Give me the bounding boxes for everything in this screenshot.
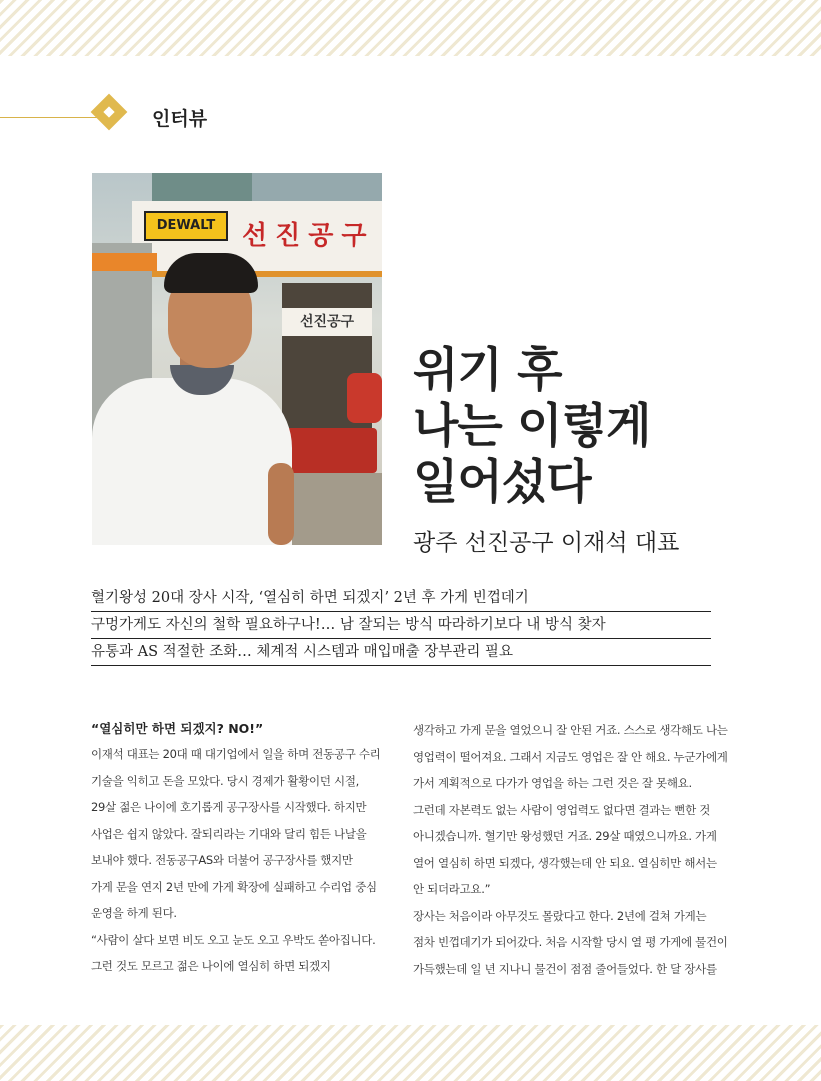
body-text-line: 점차 빈껍데기가 되어갔다. 처음 시작할 당시 열 평 가게에 물건이 (413, 935, 728, 949)
body-text-line: 가득했는데 일 년 지나니 물건이 점점 줄어들었다. 한 달 장사를 (413, 961, 717, 976)
subheadline: 구멍가게도 자신의 철학 필요하구나!… 남 잘되는 방식 따라하기보다 내 방식 찾자 (91, 612, 606, 639)
body-text-line: 기술을 익히고 돈을 모았다. 당시 경제가 활황이던 시절, (91, 773, 359, 788)
photo-store-sign-2: 선진공구 (282, 308, 372, 336)
photo-neighbor-awning (92, 253, 157, 271)
section-rule (0, 117, 100, 118)
headline-line: 나는 이렇게 (413, 399, 651, 454)
byline: 광주 선진공구 이재석 대표 (413, 530, 680, 556)
photo-person-arm (268, 463, 294, 545)
photo-flowers (347, 373, 382, 423)
body-text-line: 장사는 처음이라 아무것도 몰랐다고 한다. 2년에 걸쳐 가게는 (413, 908, 707, 923)
article-left-column (91, 717, 391, 980)
body-text-line: 가서 계획적으로 다가가 영업을 하는 그런 것은 잘 못해요. (413, 776, 692, 790)
body-text-line: 열어 열심히 하면 되겠다, 생각했는데 안 되요. 열심히만 해서는 (413, 855, 717, 870)
bottom-stripe-decoration (0, 1025, 821, 1081)
photo-person-hair (164, 253, 258, 293)
body-text-line: “사람이 살다 보면 비도 오고 눈도 오고 우박도 쏟아집니다. (91, 932, 376, 947)
section-heading: “열심히만 하면 되겠지? NO!” (91, 721, 264, 736)
photo-brand-sign: DEWALT (144, 211, 228, 241)
top-stripe-decoration (0, 0, 821, 56)
body-text-line: 영업력이 떨어져요. 그래서 지금도 영업은 잘 안 해요. 누군가에게 (413, 749, 728, 764)
body-text-line: 29살 젊은 나이에 호기롭게 공구장사를 시작했다. 하지만 (91, 800, 367, 814)
body-text-line: 그런데 자본력도 없는 사람이 영업력도 없다면 결과는 뻔한 것 (413, 802, 711, 817)
body-text-line: 가게 문을 연지 2년 만에 가게 확장에 실패하고 수리업 중심 (91, 879, 377, 894)
body-text-line: 그런 것도 모르고 젊은 나이에 열심히 하면 되겠지 (91, 959, 331, 973)
article-right-column (413, 717, 733, 982)
body-text-line: 안 되더라고요.” (413, 882, 491, 896)
body-text-line: 이재석 대표는 20대 때 대기업에서 일을 하며 전동공구 수리 (91, 747, 381, 761)
diamond-icon (91, 94, 128, 131)
body-text-line: 운영을 하게 된다. (91, 906, 177, 920)
headline (413, 343, 650, 511)
body-text-line: 보내야 했다. 전동공구AS와 더불어 공구장사를 했지만 (91, 853, 353, 867)
section-label: 인터뷰 (152, 108, 208, 130)
interview-photo (92, 173, 382, 545)
photo-store-sign: 선진공구 (242, 221, 375, 251)
subheadline: 혈기왕성 20대 장사 시작, ‘열심히 하면 되겠지’ 2년 후 가게 빈껍데기 (91, 585, 529, 612)
photo-machine (282, 428, 377, 473)
subheadlines (91, 585, 711, 666)
body-text-line: 아니겠습니까. 혈기만 왕성했던 거죠. 29살 때였으니까요. 가게 (413, 829, 717, 843)
photo-window (152, 173, 252, 203)
body-text-line: 생각하고 가게 문을 열었으니 잘 안된 거죠. 스스로 생각해도 나는 (413, 723, 728, 737)
body-text-line: 사업은 쉽지 않았다. 잘되리라는 기대와 달리 힘든 나날을 (91, 826, 367, 841)
subheadline: 유통과 AS 적절한 조화… 체계적 시스템과 매입매출 장부관리 필요 (91, 639, 513, 666)
headline-line: 위기 후 (413, 343, 562, 398)
photo-person-shirt (92, 378, 292, 545)
headline-line: 일어섰다 (413, 455, 591, 510)
